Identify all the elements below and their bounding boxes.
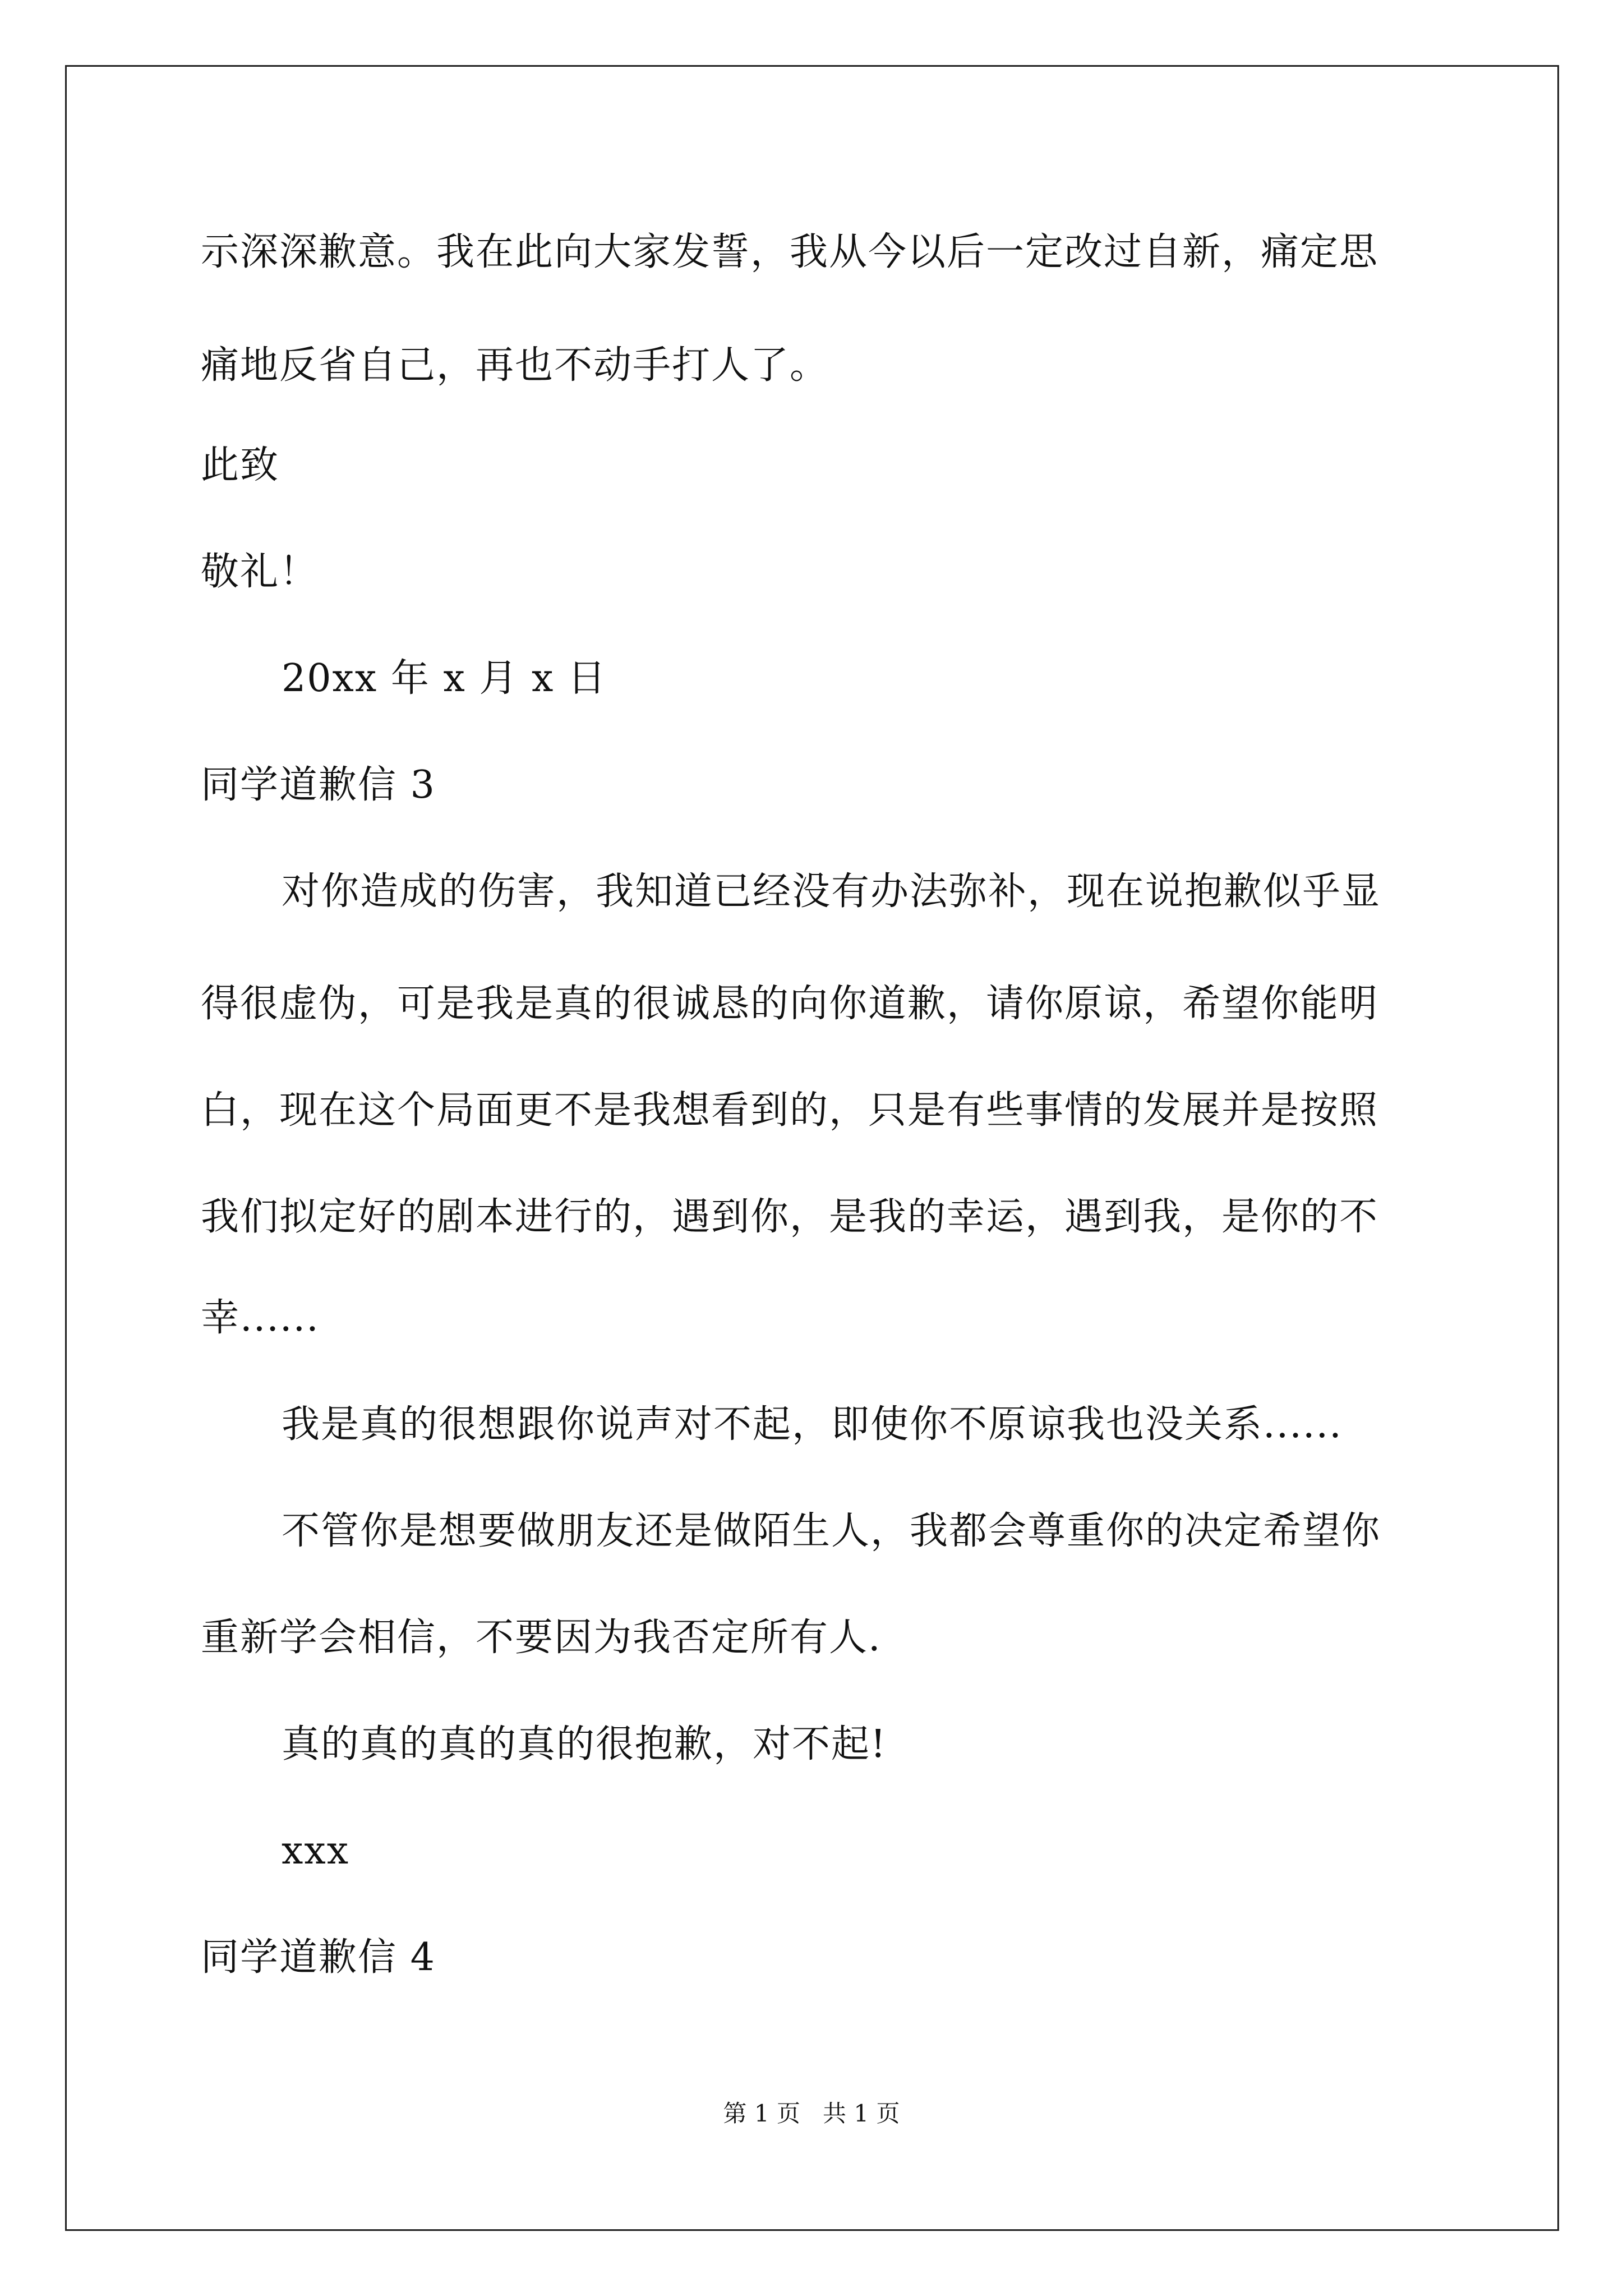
date-line: 20xx 年 x 月 x 日 [282,656,607,701]
paragraph-line: 对你造成的伤害，我知道已经没有办法弥补，现在说抱歉似乎显 [282,869,1381,914]
paragraph-line: 得很虚伪，可是我是真的很诚恳的向你道歉，请你原谅，希望你能明 [201,982,1379,1026]
paragraph-line: 真的真的真的真的很抱歉，对不起! [282,1722,887,1766]
paragraph-line: 幸...... [201,1296,320,1340]
page-footer: 第 1 页 共 1 页 [723,2100,900,2127]
closing-regards: 敬礼！ [201,550,319,594]
section-heading-4: 同学道歉信 4 [201,1935,436,1980]
signature-line: xxx [282,1829,350,1873]
body-line-2: 痛地反省自己，再也不动手打人了。 [201,343,829,388]
paragraph-line: 白，现在这个局面更不是我想看到的，只是有些事情的发展并是按照 [201,1088,1379,1133]
closing-salutation: 此致 [201,443,280,487]
section-heading-3: 同学道歉信 3 [201,763,436,807]
paragraph-line: 我是真的很想跟你说声对不起，即使你不原谅我也没关系...... [282,1402,1343,1447]
paragraph-line: 重新学会相信，不要因为我否定所有人. [201,1616,882,1660]
paragraph-line: 不管你是想要做朋友还是做陌生人，我都会尊重你的决定希望你 [282,1509,1381,1553]
body-line-1: 示深深歉意。我在此向大家发誓，我从今以后一定改过自新，痛定思 [201,230,1379,274]
paragraph-line: 我们拟定好的剧本进行的，遇到你，是我的幸运，遇到我，是你的不 [201,1195,1379,1239]
